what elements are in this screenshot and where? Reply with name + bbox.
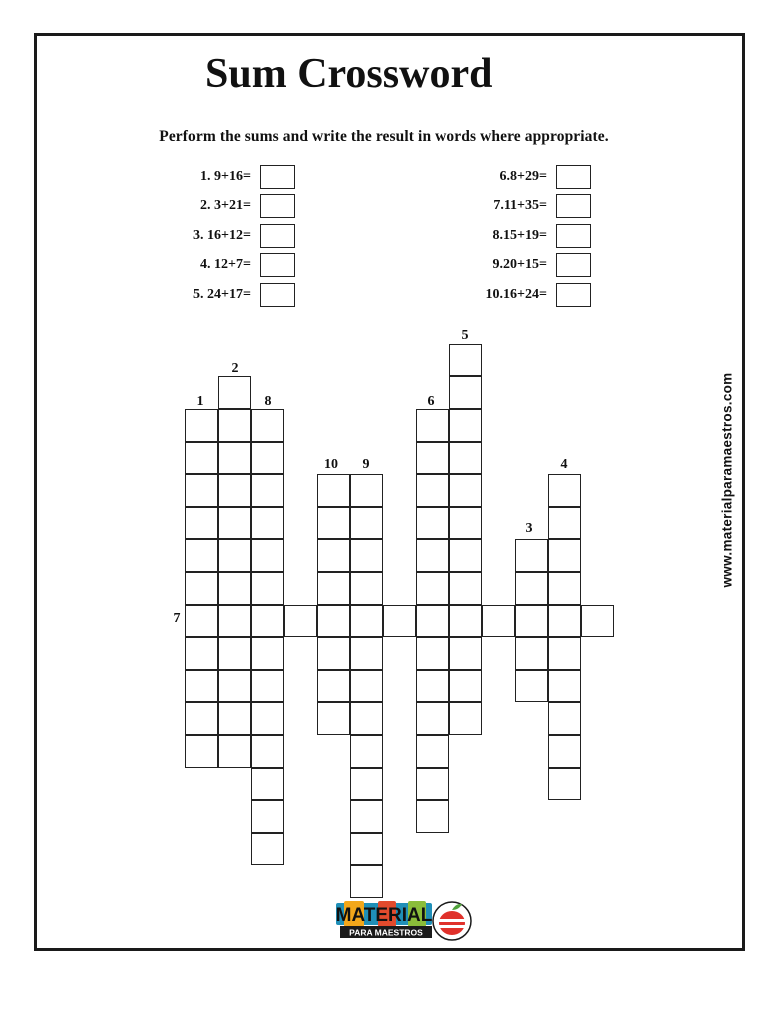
grid-cell[interactable] [185,572,218,605]
grid-cell[interactable] [251,442,284,475]
svg-text:PARA MAESTROS: PARA MAESTROS [349,927,423,938]
grid-cell[interactable] [449,670,482,703]
clue-label: 3. 16+12= [193,228,251,243]
answer-box[interactable] [556,253,591,277]
grid-cell[interactable] [548,474,581,507]
grid-cell[interactable] [416,539,449,572]
grid-cell[interactable] [350,702,383,735]
answer-box[interactable] [260,194,295,218]
clue-9 [410,253,591,277]
clue-3 [120,224,295,248]
grid-cell[interactable] [416,768,449,801]
grid-cell[interactable] [218,376,251,409]
svg-text:MATERIAL: MATERIAL [335,905,433,926]
clue-1 [120,165,295,189]
grid-cell[interactable] [548,735,581,768]
answer-box[interactable] [556,283,591,307]
clue-label: 1. 9+16= [200,169,251,184]
grid-cell[interactable] [449,605,482,638]
grid-number-7: 7 [173,611,181,626]
grid-cell[interactable] [416,800,449,833]
grid-cell[interactable] [251,768,284,801]
grid-cell[interactable] [581,605,614,638]
grid-cell[interactable] [416,735,449,768]
grid-cell[interactable] [416,605,449,638]
grid-cell[interactable] [449,572,482,605]
grid-cell[interactable] [449,637,482,670]
grid-cell[interactable] [185,637,218,670]
instructions: Perform the sums and write the result in words where appropriate. [159,128,609,145]
grid-cell[interactable] [350,833,383,866]
material-para-maestros-logo [334,895,474,945]
grid-cell[interactable] [449,344,482,377]
grid-number-5: 5 [461,328,469,343]
grid-cell[interactable] [251,605,284,638]
grid-number-8: 8 [264,394,272,409]
grid-cell[interactable] [548,670,581,703]
grid-cell[interactable] [416,572,449,605]
clue-label: 9.20+15= [492,257,547,272]
grid-cell[interactable] [317,637,350,670]
grid-number-1: 1 [196,394,204,409]
grid-cell[interactable] [218,409,251,442]
grid-cell[interactable] [317,670,350,703]
answer-box[interactable] [260,224,295,248]
grid-cell[interactable] [185,670,218,703]
grid-cell[interactable] [185,702,218,735]
grid-cell[interactable] [218,572,251,605]
grid-cell[interactable] [383,605,416,638]
clue-label: 8.15+19= [492,228,547,243]
grid-cell[interactable] [449,539,482,572]
grid-cell[interactable] [416,702,449,735]
grid-cell[interactable] [185,605,218,638]
grid-number-4: 4 [560,457,568,472]
answer-box[interactable] [556,165,591,189]
grid-cell[interactable] [218,735,251,768]
grid-cell[interactable] [449,507,482,540]
clue-label: 6.8+29= [499,169,547,184]
answer-box[interactable] [260,165,295,189]
grid-cell[interactable] [515,605,548,638]
clue-label: 10.16+24= [485,287,547,302]
grid-cell[interactable] [185,507,218,540]
grid-cell[interactable] [548,507,581,540]
grid-cell[interactable] [185,409,218,442]
grid-cell[interactable] [251,670,284,703]
grid-cell[interactable] [218,442,251,475]
grid-cell[interactable] [416,670,449,703]
grid-number-10: 10 [324,457,338,472]
grid-cell[interactable] [251,539,284,572]
grid-cell[interactable] [218,637,251,670]
grid-cell[interactable] [251,637,284,670]
grid-cell[interactable] [449,702,482,735]
clue-2 [120,194,295,218]
grid-cell[interactable] [218,507,251,540]
grid-cell[interactable] [350,637,383,670]
grid-cell[interactable] [449,442,482,475]
answer-box[interactable] [260,283,295,307]
grid-cell[interactable] [251,572,284,605]
grid-cell[interactable] [416,474,449,507]
grid-cell[interactable] [185,539,218,572]
grid-cell[interactable] [548,539,581,572]
grid-cell[interactable] [251,800,284,833]
grid-cell[interactable] [548,768,581,801]
grid-number-2: 2 [231,361,239,376]
grid-cell[interactable] [317,572,350,605]
clue-6 [410,165,591,189]
grid-cell[interactable] [218,539,251,572]
grid-cell[interactable] [251,702,284,735]
clue-label: 4. 12+7= [200,257,251,272]
grid-cell[interactable] [416,507,449,540]
grid-cell[interactable] [416,409,449,442]
grid-cell[interactable] [317,474,350,507]
grid-cell[interactable] [515,539,548,572]
grid-cell[interactable] [416,442,449,475]
clue-4 [120,253,295,277]
grid-cell[interactable] [416,637,449,670]
grid-cell[interactable] [317,605,350,638]
grid-cell[interactable] [218,670,251,703]
answer-box[interactable] [260,253,295,277]
grid-cell[interactable] [317,702,350,735]
grid-cell[interactable] [350,474,383,507]
clue-7 [410,194,591,218]
grid-number-3: 3 [525,521,533,536]
grid-cell[interactable] [251,735,284,768]
answer-box[interactable] [556,194,591,218]
grid-cell[interactable] [350,539,383,572]
clue-label: 2. 3+21= [200,198,251,213]
grid-cell[interactable] [251,409,284,442]
clue-8 [410,224,591,248]
grid-cell[interactable] [218,605,251,638]
grid-cell[interactable] [284,605,317,638]
grid-cell[interactable] [350,572,383,605]
grid-cell[interactable] [350,800,383,833]
grid-cell[interactable] [350,605,383,638]
grid-cell[interactable] [251,474,284,507]
clue-label: 5. 24+17= [193,287,251,302]
grid-cell[interactable] [548,572,581,605]
clue-label: 7.11+35= [493,198,547,213]
grid-cell[interactable] [350,865,383,898]
answer-box[interactable] [556,224,591,248]
grid-cell[interactable] [317,507,350,540]
grid-cell[interactable] [218,474,251,507]
grid-cell[interactable] [185,474,218,507]
grid-cell[interactable] [515,637,548,670]
grid-cell[interactable] [482,605,515,638]
grid-cell[interactable] [218,702,251,735]
grid-cell[interactable] [548,702,581,735]
grid-cell[interactable] [350,768,383,801]
grid-cell[interactable] [350,507,383,540]
grid-cell[interactable] [317,539,350,572]
clue-5 [120,283,295,307]
website-url: www.materialparamaestros.com [719,372,735,588]
clue-10 [410,283,591,307]
grid-cell[interactable] [548,637,581,670]
grid-cell[interactable] [350,670,383,703]
grid-cell[interactable] [185,735,218,768]
grid-cell[interactable] [449,409,482,442]
grid-cell[interactable] [548,605,581,638]
grid-number-6: 6 [427,394,435,409]
grid-cell[interactable] [350,735,383,768]
grid-cell[interactable] [251,507,284,540]
grid-number-9: 9 [362,457,370,472]
grid-cell[interactable] [185,442,218,475]
grid-cell[interactable] [251,833,284,866]
grid-cell[interactable] [515,670,548,703]
grid-cell[interactable] [449,376,482,409]
grid-cell[interactable] [515,572,548,605]
grid-cell[interactable] [449,474,482,507]
